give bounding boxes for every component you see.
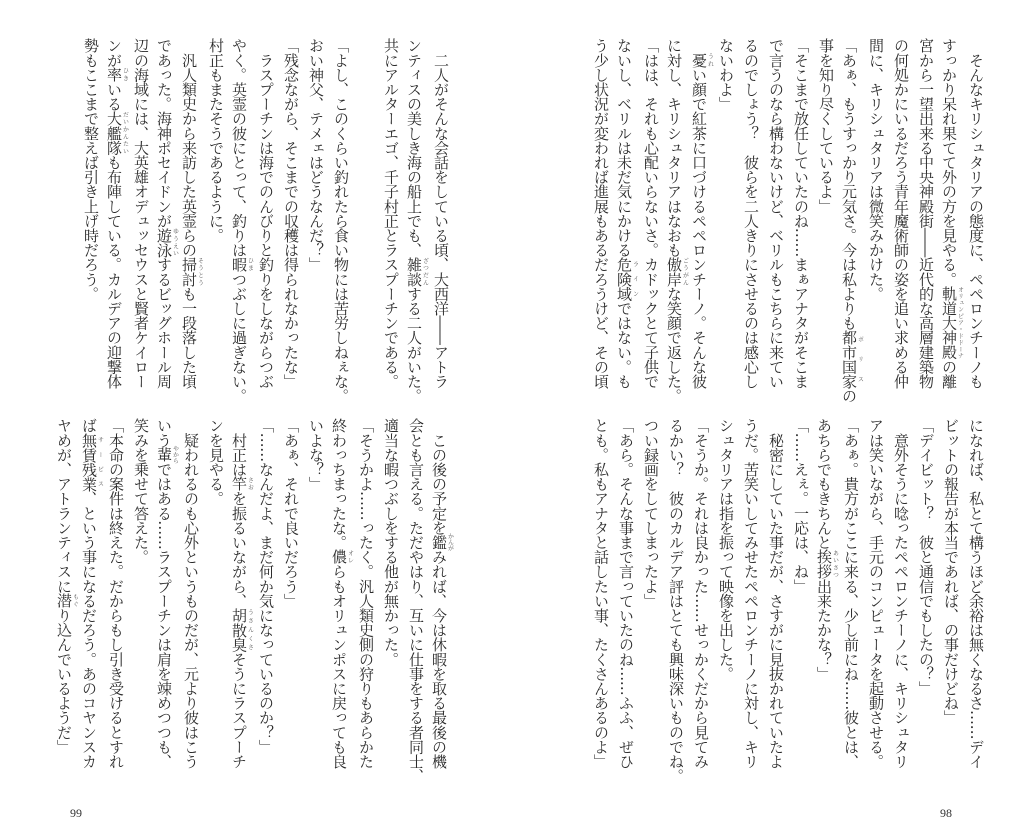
text-column: すっかり呆れ果てて外の方を見やる。軌道大神殿オリュンピア・ドドーナの離: [940, 38, 964, 389]
text-column: つい録画をしてしまったよ」: [642, 418, 660, 608]
text-column: 「そこまで放任していたのね……まぁアナタがそこま: [792, 38, 810, 389]
text-column: るのでしょう？ 彼らを二人きりにさせるのは感心し: [742, 38, 760, 389]
text-column: ンが率ひきいる大艦隊だいかんたいも布陣している。カルデアの迎撃体: [105, 38, 129, 389]
text-column: 笑みを乗せて答えた。: [132, 418, 150, 565]
text-column: う少し状況が変われば進展もあるだろうけど、その頃: [592, 38, 610, 389]
text-column: 勢もここまで整えば引き上げ時だろう。: [82, 38, 100, 301]
text-column: 「デイビット？ 彼と通信でもしたの？」: [917, 418, 935, 696]
ruby-annotation: 都市国家ポリス: [840, 330, 864, 389]
text-column: 間に、キリシュタリアは微笑みかけた。: [867, 38, 885, 301]
right-page-upper-text-block: [588, 38, 988, 418]
ruby-annotation: 鑑かんが: [430, 533, 454, 552]
text-column: いう輩やからではある……ラスプーチンは肩を竦めつつも、: [155, 418, 179, 769]
ruby-annotation: 掃討そうとう: [180, 257, 204, 287]
text-column: 「本命の案件は終えた。だからもし引き受けるとすれ: [107, 418, 125, 769]
text-column: あちらでもきちんと挨拶あいさつ出来たかな？」: [815, 418, 839, 681]
ruby-annotation: 率ひき: [105, 67, 129, 82]
text-column: アは笑いながら、手元のコンピュータを起動させる。: [867, 418, 885, 769]
text-column: 「よし、このくらい釣れたら食い物には苦労しねぇな。: [332, 38, 350, 404]
ruby-annotation: 憂うれ: [690, 52, 714, 68]
text-column: 「そうか。それは良かった……せっかくだから見てみ: [692, 418, 710, 769]
ruby-annotation: 軌道大神殿オリュンピア・ドドーナ: [940, 286, 964, 360]
text-column: ンを見やる。: [207, 418, 225, 506]
text-column: 「はは、それも心配いらないさ。カドックとて子供で: [642, 38, 660, 389]
text-column: であった。海神ポセイドンが遊泳ゆうえいするビッグホール周: [155, 38, 179, 389]
ruby-annotation: 胡散臭うさんくさ: [230, 607, 254, 652]
text-column: の何処かにいるだろう青年魔術師の姿を追い求める仲: [892, 38, 910, 389]
text-column: 事を知り尽くしているよ」: [817, 38, 835, 214]
text-column: 会とも言える。ただやはり、互いに仕事をする者同士、: [407, 418, 425, 784]
text-column: 意外そうに唸ったペペロンチーノに、キリシュタリ: [892, 418, 910, 769]
text-column: ンティスの美しき海の船上でも、雑談ざつだんする二人がいた。: [405, 38, 429, 404]
text-column: うだ。苦笑いしてみせたペペロンチーノに対し、キリ: [742, 418, 760, 769]
page-number-right: 98: [940, 806, 952, 820]
ruby-annotation: 傲岸ごうがん: [665, 257, 689, 287]
ruby-annotation: 無賃残業サービス: [80, 432, 104, 492]
text-column: ないわよ」: [717, 38, 735, 112]
ruby-annotation: 挨拶あいさつ: [815, 549, 839, 579]
left-page-lower-text-block: [53, 418, 453, 798]
text-column: 適当な暇つぶしをする他が無かった。: [382, 418, 400, 667]
text-column: 二人がそんな会話をしている頃、大西洋――アトラ: [432, 38, 450, 389]
text-column: ヤめが、アトランティスに潜もぐり込んでいるようだ」: [55, 418, 79, 754]
text-column: で言うのなら構わないけど、ベリルもこちらに来てい: [767, 38, 785, 389]
ruby-annotation: 危険域ライン: [615, 257, 639, 301]
text-column: そんなキリシュタリアの態度に、ペペロンチーノも: [967, 38, 985, 389]
text-column: 宮から一望出来る中央神殿街――近代的な高層建築物: [917, 38, 935, 389]
text-column: 疑われるのも心外というものだが、元より彼はこう: [182, 418, 200, 769]
ruby-annotation: 暇ひま: [230, 257, 254, 272]
text-column: この後の予定を鑑かんがみれば、今は休暇を取る最後の機: [430, 418, 454, 769]
text-column: 「あぁ。貴方がここに来る、少し前にね……彼とは、: [842, 418, 860, 769]
text-column: 共にアルターエゴ、千子村正とラスプーチンである。: [382, 38, 400, 389]
text-column: 憂うれい顔で紅茶に口づけるペペロンチーノ。そんな彼: [690, 52, 714, 389]
text-column: 「あぁ、もうすっかり元気さ。今は私よりも都市国家ポリスの: [840, 38, 864, 404]
text-column: シュタリアは指を振って映像を出した。: [717, 418, 735, 681]
text-column: 村正もまたそうであるように。: [207, 38, 225, 243]
text-column: おい神父、テメェはどうなんだ？」: [307, 38, 325, 272]
ruby-annotation: 竿さお: [230, 476, 254, 492]
left-page-upper-text-block: [78, 38, 453, 418]
text-column: になれば、私とて構うほど余裕は無くなるさ……デイ: [967, 418, 985, 769]
text-column: 終わっちまったな。儂オレらもオリュンポスに戻っても良: [330, 418, 354, 769]
text-column: 「……えぇ。一応は、ね」: [792, 418, 810, 594]
text-column: 「あぁ、それで良いだろう」: [282, 418, 300, 608]
text-column: 「そうかよ……ったく。汎人類史側の狩りもあらかた: [357, 418, 375, 769]
text-column: 秘密にしていた事だが、さすがに見抜かれていたよ: [767, 418, 785, 769]
ruby-annotation: 雑談ざつだん: [405, 257, 429, 287]
right-page-lower-text-block: [588, 418, 988, 798]
ruby-annotation: 潜もぐ: [55, 593, 79, 608]
ruby-annotation: 儂オレ: [330, 549, 354, 565]
text-column: [353, 38, 378, 418]
text-column: 「あら。そんな事まで言っていたのね……ふふ、ぜひ: [617, 418, 635, 769]
text-column: ラスプーチンは海でのんびりと釣りをしながらつぶ: [257, 38, 275, 389]
text-column: に対し、キリシュタリアはなおも傲岸ごうがんな笑顔で返した。: [665, 38, 689, 404]
text-column: ば無賃残業サービス、という事になるだろう。あのコヤンスカ: [80, 418, 104, 769]
text-column: 「……なんだよ、まだ何か気になっているのか？」: [257, 418, 275, 754]
text-column: 村正は竿さおを振るいながら、胡散臭うさんくさそうにラスプーチ: [230, 418, 254, 769]
text-column: やく。英霊の彼にとって、釣りは暇ひまつぶしに過ぎない。: [230, 38, 254, 404]
ruby-annotation: 大艦隊だいかんたい: [105, 111, 129, 155]
text-column: 「残念ながら、そこまでの収穫は得られなかったな」: [282, 38, 300, 389]
text-column: 辺の海域には、大英雄オデュッセウスと賢者ケイロー: [132, 38, 150, 389]
text-column: ビットの報告が本当であれば、の事だけどね」: [942, 418, 960, 725]
page-number-left: 99: [70, 806, 82, 820]
text-column: るかい？ 彼のカルデア評はとても興味深いものでね。: [667, 418, 685, 784]
text-column: とも。私もアナタと話したい事、たくさんあるのよ」: [592, 418, 610, 769]
ruby-annotation: 遊泳ゆうえい: [155, 227, 179, 258]
text-column: 汎人類史から来訪した英霊らの掃討そうとうも一段落した頃: [180, 38, 204, 389]
text-column: ないし、ベリルは未だ気にかける危険域ラインではない。も: [615, 38, 639, 389]
text-column: いよな？」: [307, 418, 325, 492]
ruby-annotation: 輩やから: [155, 445, 179, 464]
